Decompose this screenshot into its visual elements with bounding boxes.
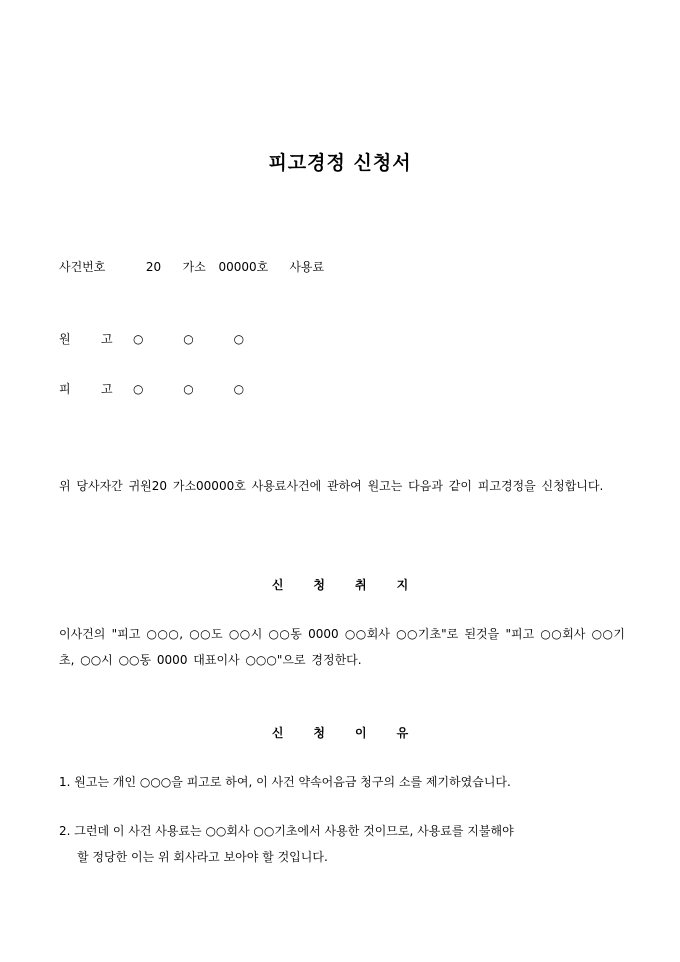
- purpose-paragraph: 이사건의 "피고 ○○○, ○○도 ○○시 ○○동 0000 ○○회사 ○○기초"로 된것을 "피고 ○○회사 ○○기초, ○○시 ○○동 0000 대표이사 ○○○"으로 경정한다.: [59, 627, 625, 667]
- reason-number: 2.: [59, 824, 71, 838]
- case-type: 가소: [182, 260, 206, 274]
- defendant-line: [59, 380, 262, 397]
- defendant-role-1: 피: [59, 382, 71, 396]
- case-year: 20: [145, 260, 162, 274]
- reason-text: 원고는 개인 ○○○을 피고로 하여, 이 사건 약속어음금 청구의 소를 제기하였습니다.: [74, 775, 511, 789]
- case-number-line: [59, 258, 324, 275]
- document-title: 피고경정 신청서: [268, 152, 412, 174]
- intro-paragraph: 위 당사자간 귀원20 가소00000호 사용료사건에 관하여 원고는 다음과 같이 피고경정을 신청합니다.: [59, 479, 604, 493]
- plaintiff-name: ○ ○ ○: [133, 332, 263, 346]
- case-subject: 사용료: [289, 260, 325, 274]
- reason-item-1: [59, 769, 625, 795]
- reason-item-2: [59, 818, 625, 870]
- plaintiff-line: [59, 330, 262, 347]
- defendant-role-2: 고: [101, 382, 113, 396]
- plaintiff-role-2: 고: [101, 332, 113, 346]
- purpose-heading: 신청취지: [271, 578, 439, 592]
- plaintiff-role-1: 원: [59, 332, 71, 346]
- reasons-heading: 신청이유: [271, 726, 439, 740]
- reason-number: 1.: [59, 775, 71, 789]
- case-number: 00000호: [218, 260, 269, 274]
- reason-text-continuation: 할 정당한 이는 위 회사라고 보아야 할 것입니다.: [77, 850, 328, 864]
- reason-text: 그런데 이 사건 사용료는 ○○회사 ○○기초에서 사용한 것이므로, 사용료를 지불해야: [74, 824, 514, 838]
- defendant-name: ○ ○ ○: [133, 382, 263, 396]
- case-number-label: 사건번호: [59, 260, 106, 274]
